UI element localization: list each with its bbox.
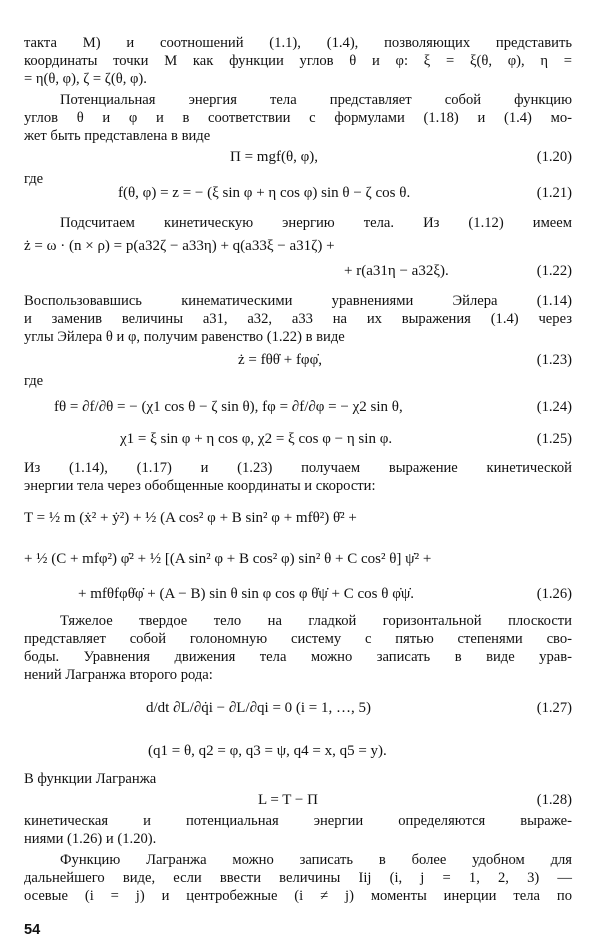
equation: d/dt ∂L/∂q̇i − ∂L/∂qi = 0 (i = 1, …, 5) xyxy=(146,700,372,716)
text-line: представляет собой голономную систему с пятью степенями сво- xyxy=(24,631,572,647)
equation: fθ = ∂f/∂θ = − (χ1 cos θ − ζ sin θ), fφ = ∂f/∂φ = − χ2 sin θ, xyxy=(54,399,403,415)
text-line: жет быть представлена в виде xyxy=(24,128,211,144)
text-line: ниями (1.26) и (1.20). xyxy=(24,831,157,847)
equation-number: (1.22) xyxy=(536,263,572,279)
text-line: нений Лагранжа второго рода: xyxy=(24,667,213,683)
text-line: дальнейшего виде, если ввести величины Iij (i, j = 1, 2, 3) — xyxy=(24,870,572,886)
text-line: Тяжелое твердое тело на гладкой горизонтальной плоскости xyxy=(60,613,572,629)
equation: ż = ω · (n × ρ) = p(a32ζ − a33η) + q(a33ξ − a31ζ) + xyxy=(24,238,335,254)
equation-number: (1.21) xyxy=(536,185,572,201)
text-line: где xyxy=(24,373,44,389)
text-line: кинетическая и потенциальная энергии определяются выраже- xyxy=(24,813,572,829)
equation: + mfθfφθ̇φ̇ + (A − B) sin θ sin φ cos φ θ̇ψ̇ + C cos θ φ̇ψ̇. xyxy=(78,586,414,602)
text-line: углов θ и φ и в соответствии с формулами (1.18) и (1.4) мо- xyxy=(24,110,572,126)
text-line: и заменив величины a31, a32, a33 на их выражения (1.4) через xyxy=(24,311,572,327)
equation-number: (1.27) xyxy=(536,700,572,716)
text-line: осевые (i = j) и центробежные (i ≠ j) моменты инерции тела по xyxy=(24,888,572,904)
text-line: энергии тела через обобщенные координаты и скорости: xyxy=(24,478,376,494)
page-number: 54 xyxy=(24,922,41,938)
text-line: боды. Уравнения движения тела можно записать в виде урав- xyxy=(24,649,572,665)
equation: χ1 = ξ sin φ + η cos φ, χ2 = ξ cos φ − η sin φ. xyxy=(120,431,393,447)
equation: T = ½ m (ẋ² + ẏ²) + ½ (A cos² φ + B sin² φ + mfθ²) θ̇² + xyxy=(24,510,357,526)
text-line: = η(θ, φ), ζ = ζ(θ, φ). xyxy=(24,71,147,87)
equation-number: (1.25) xyxy=(536,431,572,447)
text-line: Из (1.14), (1.17) и (1.23) получаем выражение кинетической xyxy=(24,460,572,476)
text-line: Воспользовавшись кинематическими уравнениями Эйлера (1.14) xyxy=(24,293,572,309)
text-line: Потенциальная энергия тела представляет собой функцию xyxy=(60,92,572,108)
text-line: В функции Лагранжа xyxy=(24,771,157,787)
text-line: Подсчитаем кинетическую энергию тела. Из (1.12) имеем xyxy=(60,215,572,231)
text-line: такта M) и соотношений (1.1), (1.4), позволяющих представить xyxy=(24,35,572,51)
equation: (q1 = θ, q2 = φ, q3 = ψ, q4 = x, q5 = y). xyxy=(148,743,387,759)
equation-number: (1.24) xyxy=(536,399,572,415)
text-line: где xyxy=(24,171,44,187)
text-line: Функцию Лагранжа можно записать в более удобном для xyxy=(60,852,572,868)
equation: + r(a31η − a32ξ). xyxy=(344,263,449,279)
equation: f(θ, φ) = z = − (ξ sin φ + η cos φ) sin θ − ζ cos θ. xyxy=(118,185,411,201)
equation: L = T − Π xyxy=(258,792,318,808)
equation-number: (1.23) xyxy=(536,352,572,368)
equation: ż = fθθ̇ + fφφ̇, xyxy=(238,352,323,368)
text-line: углы Эйлера θ и φ, получим равенство (1.22) в виде xyxy=(24,329,345,345)
equation-number: (1.20) xyxy=(536,149,572,165)
equation: + ½ (C + mfφ²) φ̇² + ½ [(A sin² φ + B cos² φ) sin² θ + C cos² θ] ψ̇² + xyxy=(24,551,432,567)
equation: Π = mgf(θ, φ), xyxy=(230,149,319,165)
equation-number: (1.28) xyxy=(536,792,572,808)
equation-number: (1.26) xyxy=(536,586,572,602)
text-line: координаты точки M как функции углов θ и φ: ξ = ξ(θ, φ), η = xyxy=(24,53,572,69)
